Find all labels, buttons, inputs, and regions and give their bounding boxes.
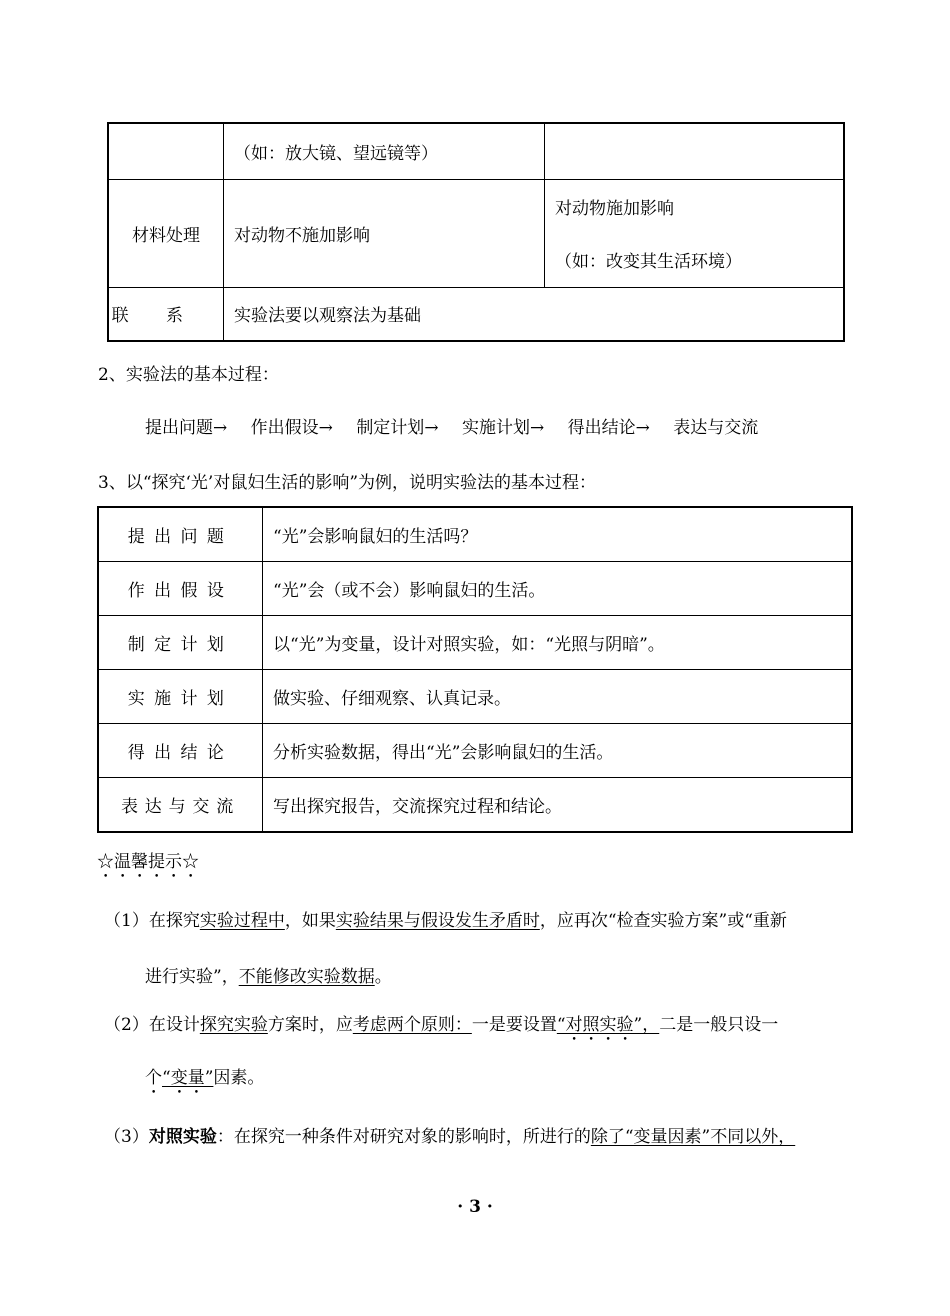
step-5: 得出结论 [567, 418, 636, 438]
step-cell: 得出结论 [98, 724, 263, 778]
desc-cell: 写出探究报告，交流探究过程和结论。 [263, 778, 853, 833]
step-2: 作出假设 [250, 418, 319, 438]
tip-text: 方案时，应 [267, 1015, 353, 1035]
tip-underline: 探究实验 [199, 1015, 268, 1035]
tip-text: 。 [374, 967, 392, 987]
step-6: 表达与交流 [673, 418, 759, 438]
tip-text: 个 [145, 1068, 162, 1088]
step-cell: 表达与交流 [98, 778, 263, 833]
tip-text: 在设计 [148, 1015, 200, 1035]
step-cell: 制定计划 [98, 616, 263, 670]
table-cell: 实验法要以观察法为基础 [224, 287, 845, 341]
tip-2-line-2 [145, 1063, 264, 1098]
table-cell [545, 123, 845, 179]
table-cell [545, 179, 845, 287]
tip-emphasis: “变量” [162, 1068, 214, 1088]
table-row [108, 179, 844, 287]
section-heading: 3、以“探究‘光’对鼠妇生活的影响”为例，说明实验法的基本过程： [98, 473, 597, 493]
table-cell: 对动物不施加影响 [224, 179, 545, 287]
tip-underline: 实验结果与假设发生矛盾时 [335, 911, 540, 931]
arrow: → [424, 418, 439, 438]
table-cell [108, 123, 224, 179]
cell-line: （如：改变其生活环境） [555, 252, 742, 272]
tip-underline: 不能修改实验数据 [238, 967, 375, 987]
tip-text: 一是要设置 [471, 1015, 557, 1035]
desc-cell: “光”会（或不会）影响鼠妇的生活。 [263, 562, 853, 616]
tip-1-line-1 [104, 906, 787, 931]
tip-number: （3） [104, 1127, 149, 1147]
arrow: → [635, 418, 650, 438]
tip-number: （2） [104, 1015, 149, 1035]
tip-3-line-1 [104, 1122, 795, 1147]
table-row [98, 670, 852, 724]
table-row [108, 287, 844, 341]
tip-text: 在探究 [148, 911, 200, 931]
table-row [98, 778, 852, 833]
table-row [98, 507, 852, 562]
arrow: → [213, 418, 228, 438]
tip-term: 对照实验 [148, 1127, 217, 1147]
table-row [98, 616, 852, 670]
tip-number: （1） [104, 911, 149, 931]
tip-text: ，应再次“检查实验方案”或“重新 [539, 911, 787, 931]
desc-cell: “光”会影响鼠妇的生活吗？ [263, 507, 853, 562]
tip-text: 二是一般只设一 [659, 1015, 779, 1035]
process-steps [145, 413, 758, 438]
step-cell: 提出问题 [98, 507, 263, 562]
step-4: 实施计划 [461, 418, 530, 438]
tip-2-line-1 [104, 1010, 778, 1045]
table-row [98, 562, 852, 616]
tip-underline: 考虑两个原则： [352, 1015, 472, 1035]
step-cell: 作出假设 [98, 562, 263, 616]
cell-line: 对动物施加影响 [555, 199, 674, 219]
desc-cell: 以“光”为变量，设计对照实验，如：“光照与阴暗”。 [263, 616, 853, 670]
process-table [97, 506, 853, 833]
tip-text: ，如果 [284, 911, 336, 931]
step-1: 提出问题 [145, 418, 213, 438]
page-number: · 3 · [457, 1197, 493, 1217]
tip-text: 因素。 [213, 1068, 265, 1088]
tip-emphasis: “对照实验”， [556, 1015, 660, 1035]
desc-cell: 分析实验数据，得出“光”会影响鼠妇的生活。 [263, 724, 853, 778]
table-row [98, 724, 852, 778]
tips-title: ☆温馨提示☆ [97, 852, 199, 872]
table-cell: （如：放大镜、望远镜等） [224, 123, 545, 179]
table-row [108, 123, 844, 179]
desc-cell: 做实验、仔细观察、认真记录。 [263, 670, 853, 724]
comparison-table [107, 122, 845, 342]
arrow: → [529, 418, 545, 438]
arrow: → [318, 418, 333, 438]
tip-1-line-2 [145, 962, 392, 987]
tip-underline: 实验过程中 [199, 911, 285, 931]
tip-text: ：在探究一种条件对研究对象的影响时，所进行的 [216, 1127, 591, 1147]
section-heading: 2、实验法的基本过程： [98, 365, 279, 385]
step-cell: 实施计划 [98, 670, 263, 724]
table-cell [108, 287, 224, 341]
tip-underline: 除了“变量因素”不同以外， [590, 1127, 796, 1147]
table-cell: 材料处理 [108, 179, 224, 287]
step-3: 制定计划 [356, 418, 425, 438]
tip-text: 进行实验”， [145, 967, 239, 987]
row-label: 联系 [111, 306, 221, 327]
